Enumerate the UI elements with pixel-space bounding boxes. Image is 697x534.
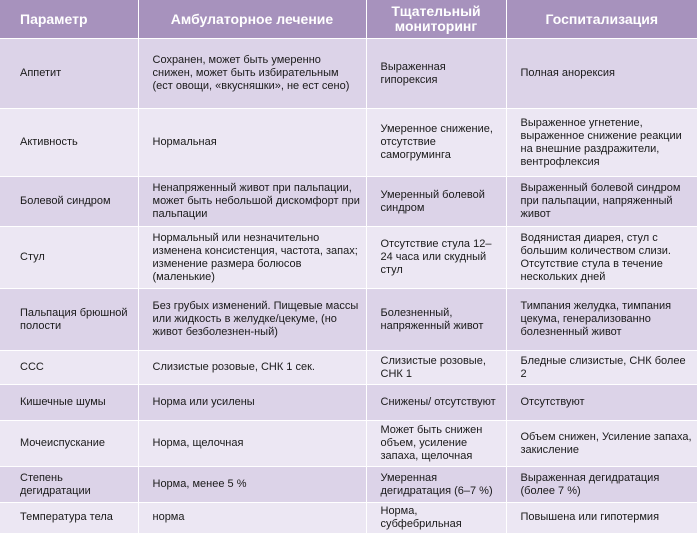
table-row	[0, 421, 697, 467]
row-monitoring: Слизистые розовые, СНК 1	[366, 351, 506, 385]
row-ambulatory: Слизистые розовые, СНК 1 сек.	[138, 351, 366, 385]
row-ambulatory: Без грубых изменений. Пищевые массы или жидкость в желудке/цекуме, (но живот безболезнен-ный)	[138, 289, 366, 351]
row-hospitalization: Выраженное угнетение, выраженное снижение реакции на внешние раздражители, вентрофлексия	[506, 109, 697, 177]
row-hospitalization: Бледные слизистые, СНК более 2	[506, 351, 697, 385]
row-monitoring: Болезненный, напряженный живот	[366, 289, 506, 351]
row-hospitalization: Выраженная дегидратация (более 7 %)	[506, 467, 697, 503]
row-monitoring: Может быть снижен объем, усиление запаха, щелочная	[366, 421, 506, 467]
row-monitoring: Отсутствие стула 12–24 часа или скудный стул	[366, 227, 506, 289]
row-param: Кишечные шумы	[0, 385, 138, 421]
row-param: Температура тела	[0, 503, 138, 533]
row-hospitalization: Повышена или гипотермия	[506, 503, 697, 533]
row-param: ССС	[0, 351, 138, 385]
row-hospitalization: Тимпания желудка, тимпания цекума, генерализованно болезненный живот	[506, 289, 697, 351]
row-hospitalization: Полная анорексия	[506, 39, 697, 109]
table-row	[0, 39, 697, 109]
row-param: Мочеиспускание	[0, 421, 138, 467]
table-row	[0, 351, 697, 385]
row-param: Степень дегидратации	[0, 467, 138, 503]
header-monitoring: Тщательный мониторинг	[366, 0, 506, 39]
header-ambulatory: Амбулаторное лечение	[138, 0, 366, 39]
table-row	[0, 177, 697, 227]
row-monitoring: Умеренное снижение, отсутствие самогруминга	[366, 109, 506, 177]
row-param: Пальпация брюшной полости	[0, 289, 138, 351]
row-ambulatory: Норма, щелочная	[138, 421, 366, 467]
row-monitoring: Снижены/ отсутствуют	[366, 385, 506, 421]
table-row	[0, 289, 697, 351]
row-hospitalization: Выраженный болевой синдром при пальпации, напряженный живот	[506, 177, 697, 227]
row-param: Стул	[0, 227, 138, 289]
table-row	[0, 227, 697, 289]
row-param: Болевой синдром	[0, 177, 138, 227]
row-ambulatory: Норма или усилены	[138, 385, 366, 421]
table-row	[0, 503, 697, 533]
row-monitoring: Умеренная дегидратация (6–7 %)	[366, 467, 506, 503]
row-hospitalization: Объем снижен, Усиление запаха, закисление	[506, 421, 697, 467]
row-param: Активность	[0, 109, 138, 177]
table-row	[0, 385, 697, 421]
header-row	[0, 0, 697, 39]
table-row	[0, 109, 697, 177]
row-param: Аппетит	[0, 39, 138, 109]
row-ambulatory: норма	[138, 503, 366, 533]
row-ambulatory: Норма, менее 5 %	[138, 467, 366, 503]
row-monitoring: Норма, субфебрильная	[366, 503, 506, 533]
row-ambulatory: Нормальная	[138, 109, 366, 177]
row-monitoring: Выраженная гипорексия	[366, 39, 506, 109]
row-monitoring: Умеренный болевой синдром	[366, 177, 506, 227]
row-hospitalization: Водянистая диарея, стул с большим количеством слизи. Отсутствие стула в течение нескольких дней	[506, 227, 697, 289]
header-param: Параметр	[0, 0, 138, 39]
row-hospitalization: Отсутствуют	[506, 385, 697, 421]
row-ambulatory: Сохранен, может быть умеренно снижен, может быть избирательным (ест овощи, «вкусняшки», не ест сено)	[138, 39, 366, 109]
row-ambulatory: Нормальный или незначительно изменена консистенция, частота, запах; изменение размера болюсов (маленькие)	[138, 227, 366, 289]
header-hospitalization: Госпитализация	[506, 0, 697, 39]
table-row	[0, 467, 697, 503]
row-ambulatory: Ненапряженный живот при пальпации, может быть небольшой дискомфорт при пальпации	[138, 177, 366, 227]
